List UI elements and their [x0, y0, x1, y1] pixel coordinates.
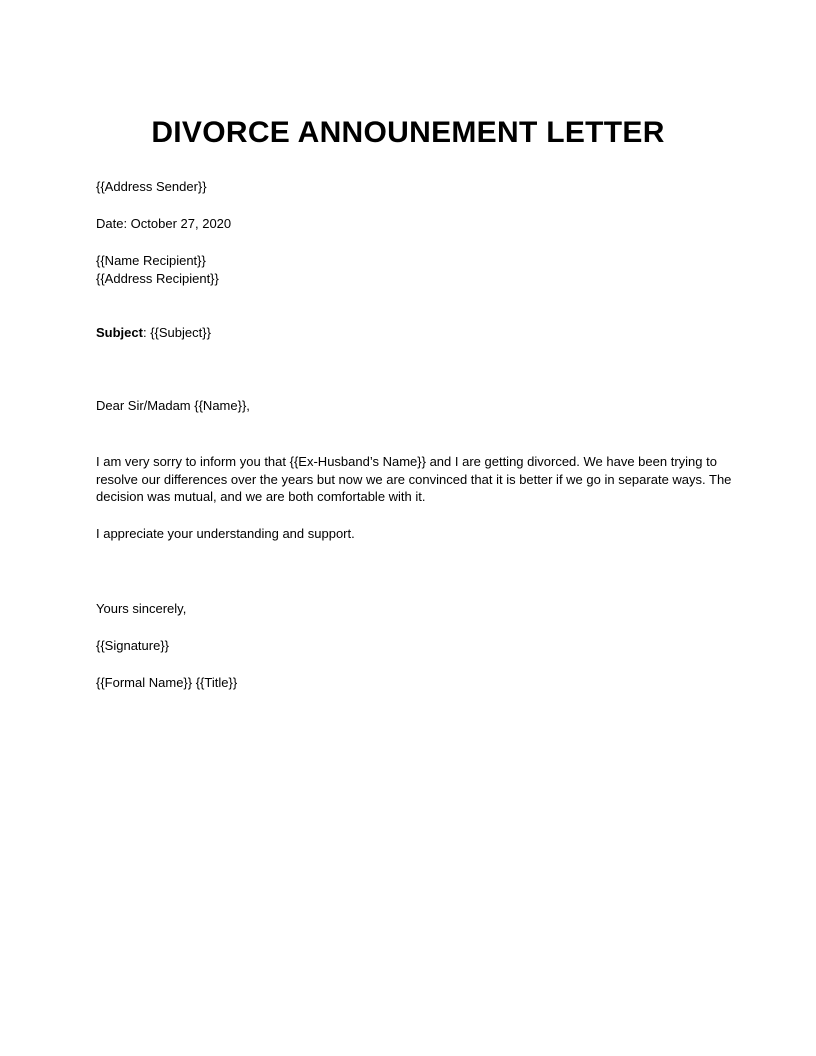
closing: Yours sincerely, [96, 601, 187, 616]
recipient-address: {{Address Recipient}} [96, 271, 219, 286]
letter-title: DIVORCE ANNOUNEMENT LETTER [151, 116, 665, 149]
letter-date: Date: October 27, 2020 [96, 216, 232, 231]
body-paragraph-2: I appreciate your understanding and support. [96, 526, 355, 541]
body-paragraph-1: I am very sorry to inform you that {{Ex-Husband’s Name}} and I are getting divorced. We have been trying to resolve our differences over the years but now we are convinced that it is better if we go in separate ways. The decision was mutual, and we are both comfortable with it. [96, 454, 732, 504]
formal-name-title: {{Formal Name}} {{Title}} [96, 675, 238, 690]
subject-label: Subject [96, 325, 143, 340]
recipient-name: {{Name Recipient}} [96, 253, 206, 268]
subject-value: : {{Subject}} [142, 325, 211, 340]
subject-line [96, 324, 211, 341]
sender-address: {{Address Sender}} [96, 179, 207, 194]
salutation: Dear Sir/Madam {{Name}}, [96, 398, 250, 413]
signature: {{Signature}} [96, 638, 170, 653]
